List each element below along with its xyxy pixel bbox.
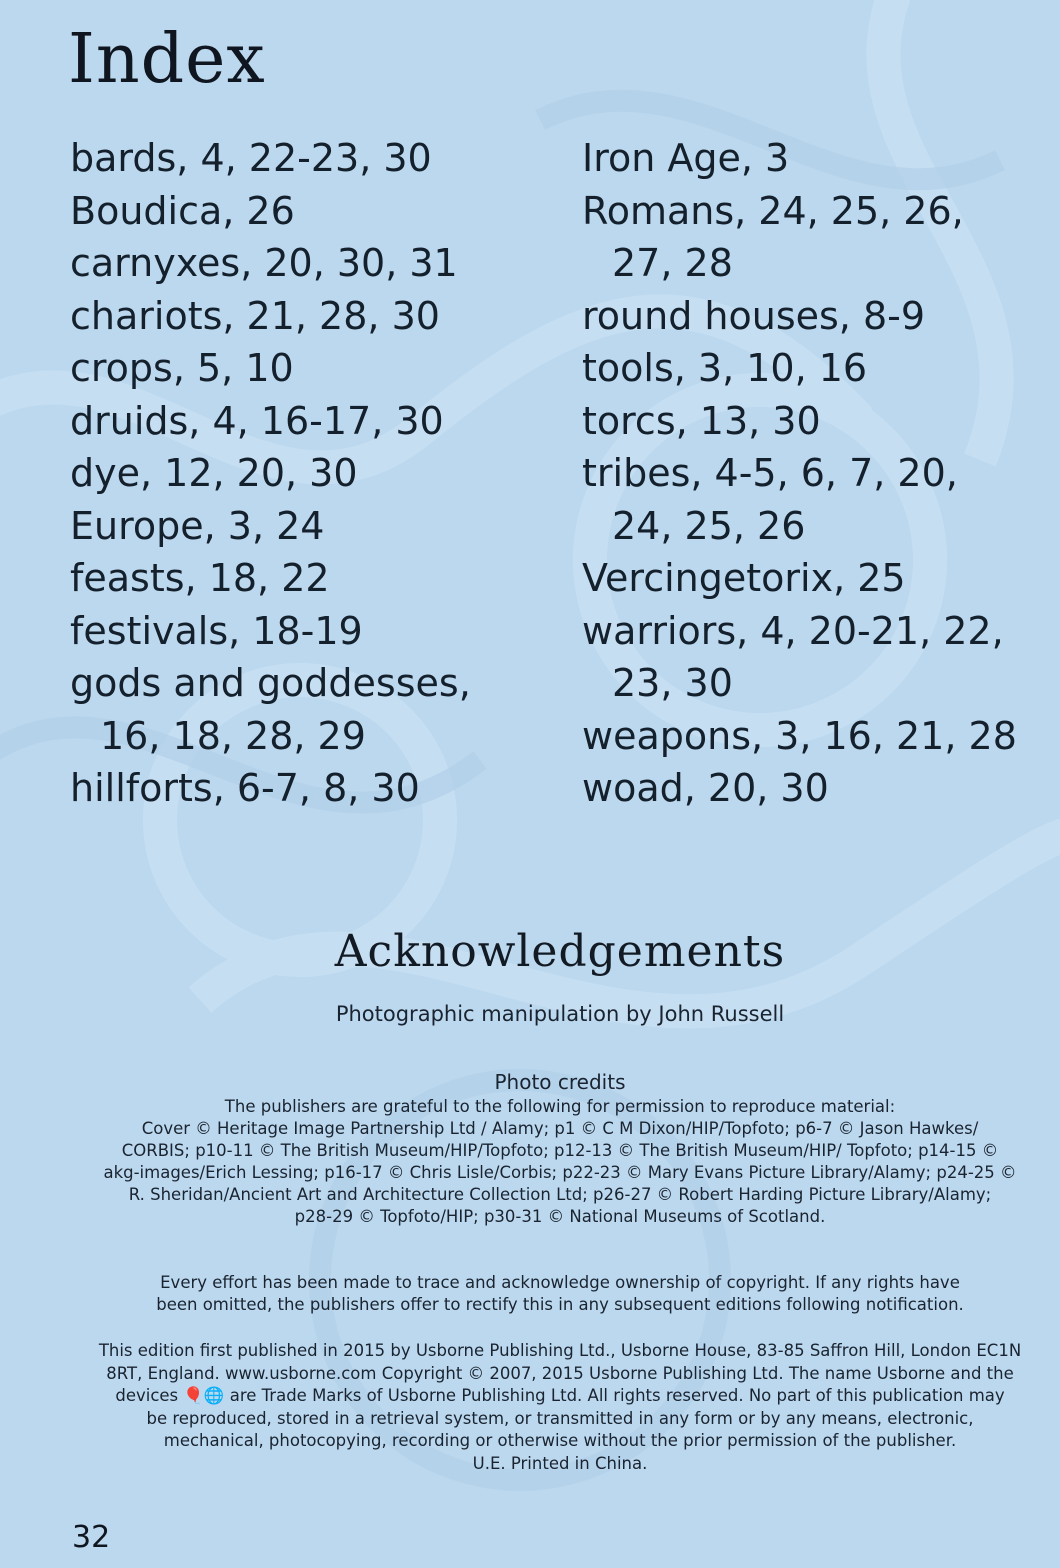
index-entry [582, 447, 1042, 552]
index-entry-text: carnyxes, 20, 30, 31 [70, 241, 458, 285]
index-entry-text: tools, 3, 10, 16 [582, 346, 868, 390]
edition-line: U.E. Printed in China. [472, 1453, 648, 1473]
index-entry-text: Boudica, 26 [70, 188, 295, 233]
copyright-note-line: been omitted, the publishers offer to rectify this in any subsequent editions following notification. [156, 1295, 964, 1314]
edition-line: This edition first published in 2015 by Usborne Publishing Ltd., Usborne House, 83-85 Saffron Hill, London EC1N [98, 1341, 1022, 1360]
index-entry [70, 132, 550, 185]
index-entry [70, 762, 550, 815]
index-entry-text: festivals, 18-19 [70, 608, 363, 653]
credits-line: Cover © Heritage Image Partnership Ltd / Alamy; p1 © C M Dixon/HIP/Topfoto; p6-7 © Jason Hawkes/ [141, 1119, 979, 1138]
index-entry-text: tribes, 4-5, 6, 7, 20, [582, 451, 958, 495]
edition-info [74, 1340, 1046, 1475]
index-entry [70, 657, 550, 762]
index-entry [582, 605, 1042, 710]
index-entry-text: hillforts, 6-7, 8, 30 [70, 766, 420, 810]
index-entry-text: Romans, 24, 25, 26, [582, 188, 964, 233]
index-entry-text: Europe, 3, 24 [70, 503, 325, 548]
index-entry-text: Iron Age, 3 [582, 136, 790, 180]
index-entry [70, 605, 550, 658]
photo-manipulation-credit: Photographic manipulation by John Russell [335, 1002, 785, 1026]
index-entry [582, 710, 1042, 763]
page-number: 32 [72, 1520, 111, 1555]
index-entry-text: gods and goddesses, [70, 661, 471, 705]
index-entry-text: Vercingetorix, 25 [582, 556, 906, 600]
index-column-right [582, 132, 1042, 815]
credits-line: akg-images/Erich Lessing; p16-17 © Chris Lisle/Corbis; p22-23 © Mary Evans Picture Library/Alamy; p24-25 © [103, 1163, 1017, 1182]
index-entry [70, 447, 550, 500]
index-entry [70, 185, 550, 238]
index-entry-continuation: 27, 28 [612, 241, 733, 285]
index-entry [70, 290, 550, 343]
index-entry-continuation: 24, 25, 26 [612, 503, 806, 548]
index-entry [582, 342, 1042, 395]
index-column-left [70, 132, 550, 815]
index-entry [582, 185, 1042, 290]
index-entry [582, 395, 1042, 448]
copyright-note-line: Every effort has been made to trace and acknowledge ownership of copyright. If any rights have [160, 1273, 960, 1292]
index-entry-continuation: 23, 30 [612, 661, 733, 705]
edition-line: mechanical, photocopying, recording or otherwise without the prior permission of the publisher. [163, 1431, 957, 1450]
copyright-note [120, 1272, 1000, 1316]
edition-line: 8RT, England. www.usborne.com Copyright © 2007, 2015 Usborne Publishing Ltd. The name Usborne and the [106, 1363, 1014, 1383]
credits-line: CORBIS; p10-11 © The British Museum/HIP/Topfoto; p12-13 © The British Museum/HIP/ Topfoto; p14-15 © [121, 1141, 999, 1160]
photo-credits-body [80, 1096, 1040, 1228]
index-entry [582, 290, 1042, 343]
index-entry-text: chariots, 21, 28, 30 [70, 293, 440, 338]
credits-line: R. Sheridan/Ancient Art and Architecture Collection Ltd; p26-27 © Robert Harding Picture Library/Alamy; [128, 1185, 992, 1204]
credits-line: The publishers are grateful to the following for permission to reproduce material: [224, 1097, 896, 1116]
index-entry-text: warriors, 4, 20-21, 22, [582, 608, 1004, 653]
index-entry-text: dye, 12, 20, 30 [70, 451, 358, 495]
index-entry [70, 395, 550, 448]
credits-line: p28-29 © Topfoto/HIP; p30-31 © National Museums of Scotland. [294, 1207, 826, 1226]
index-entry-text: feasts, 18, 22 [70, 556, 330, 600]
page-title: Index [68, 20, 266, 99]
index-entry-text: round houses, 8-9 [582, 293, 926, 338]
index-entry-text: crops, 5, 10 [70, 346, 294, 390]
index-entry [70, 552, 550, 605]
index-entry-text: woad, 20, 30 [582, 766, 829, 810]
index-entry-text: weapons, 3, 16, 21, 28 [582, 713, 1017, 758]
index-entry [70, 342, 550, 395]
photo-credits-heading: Photo credits [494, 1070, 626, 1094]
index-entry-continuation: 16, 18, 28, 29 [100, 713, 366, 758]
acknowledgements-title: Acknowledgements [334, 926, 786, 977]
index-entry [70, 237, 550, 290]
index-entry [582, 552, 1042, 605]
index-entry [70, 500, 550, 553]
index-entry-text: torcs, 13, 30 [582, 398, 821, 443]
index-entry [582, 132, 1042, 185]
edition-line: be reproduced, stored in a retrieval system, or transmitted in any form or by any means, electronic, [146, 1408, 974, 1428]
index-entry-text: druids, 4, 16-17, 30 [70, 398, 444, 443]
edition-line: devices 🎈🌐 are Trade Marks of Usborne Publishing Ltd. All rights reserved. No part of this publication may [115, 1386, 1005, 1405]
index-entry [582, 762, 1042, 815]
index-entry-text: bards, 4, 22-23, 30 [70, 136, 432, 180]
